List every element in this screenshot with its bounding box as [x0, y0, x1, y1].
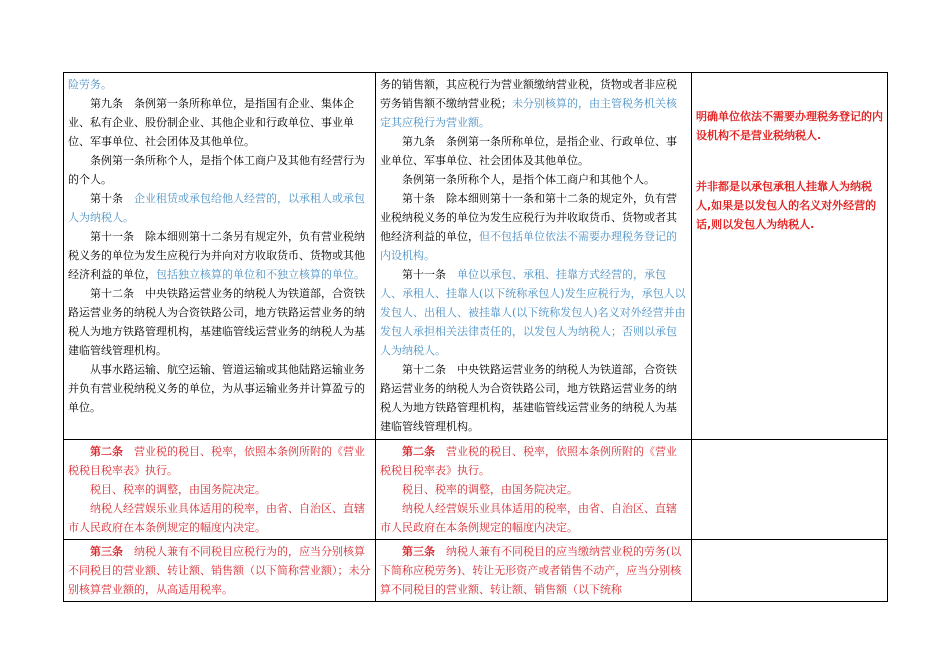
- paragraph-text: 单位以承包、承租、挂靠方式经营的，承包人、承租人、挂靠人(以下统称承包人)发生应税行为，承包人以发包人、出租人、被挂靠人(以下统称发包人)名义对外经营并由发包人承担相关法律责任的，以发包人为纳税人；否则以承包人为纳税人。: [380, 268, 686, 357]
- paragraph-text: 第十条: [90, 192, 134, 205]
- paragraph-text: 纳税人兼有不同税目应税行为的，应当分别核算不同税目的营业额、转让额、销售额（以下简称营业额）；未分别核算营业额的，从高适用税率。: [68, 545, 371, 596]
- paragraph-text: 第十条 除本细则第十一条和第十二条的规定外，负有营业税纳税义务的单位为发生应税行为并收取货币、货物或者其他经济利益的单位，: [380, 192, 677, 243]
- paragraph-text: 税目、税率的调整，由国务院决定。: [90, 483, 266, 496]
- article-paragraph: [68, 189, 371, 227]
- article-paragraph: [68, 442, 371, 480]
- paragraph-text: 从事水路运输、航空运输、管道运输或其他陆路运输业务并负有营业税纳税义务的单位，为从事运输业务并计算盈亏的单位。: [68, 363, 365, 414]
- paragraph-text: 未分别核算的，由主管税务机关核定其应税行为营业额。: [380, 97, 677, 129]
- article-paragraph: [380, 442, 687, 480]
- new-regulation-cell: [376, 73, 692, 440]
- paragraph-text: 税目、税率的调整，由国务院决定。: [402, 483, 578, 496]
- paragraph-text: 第二条: [90, 445, 123, 458]
- article-paragraph: [68, 284, 371, 360]
- comparison-table: [63, 72, 888, 602]
- notes-cell: [692, 73, 888, 440]
- paragraph-text: 第三条: [90, 545, 123, 558]
- note-text: 并非都是以承包承租人挂靠人为纳税人,如果是以发包人的名义对外经营的话,则以发包人为纳税人.: [696, 180, 877, 231]
- article-paragraph: [380, 170, 687, 189]
- article-paragraph: [380, 132, 687, 170]
- article-paragraph: [380, 542, 687, 599]
- paragraph-text: 第十二条 中央铁路运营业务的纳税人为铁道部，合资铁路运营业务的纳税人为合资铁路公司，地方铁路运营业务的纳税人为地方铁路管理机构，基建临管线运营业务的纳税人为基建临管线管理机构。: [380, 363, 677, 433]
- paragraph-text: 纳税人经营娱乐业具体适用的税率，由省、自治区、直辖市人民政府在本条例规定的幅度内决定。: [68, 502, 365, 534]
- table-row: [64, 540, 888, 602]
- article-paragraph: [68, 75, 371, 94]
- old-regulation-cell: [64, 540, 376, 602]
- note-text: 明确单位依法不需要办理税务登记的内设机构不是营业税纳税人.: [696, 110, 883, 142]
- paragraph-text: 纳税人经营娱乐业具体适用的税率，由省、自治区、直辖市人民政府在本条例规定的幅度内决定。: [380, 502, 677, 534]
- old-regulation-cell: [64, 440, 376, 540]
- paragraph-text: 第三条: [402, 545, 435, 558]
- article-paragraph: [380, 75, 687, 132]
- paragraph-text: 营业税的税目、税率，依照本条例所附的《营业税税目税率表》执行。: [380, 445, 677, 477]
- article-paragraph: [68, 480, 371, 499]
- paragraph-text: 包括独立核算的单位和不独立核算的单位。: [156, 268, 365, 281]
- article-paragraph: [68, 151, 371, 189]
- paragraph-text: 但不包括单位依法不需要办理税务登记的内设机构。: [380, 230, 677, 262]
- article-paragraph: [68, 499, 371, 537]
- article-paragraph: [380, 480, 687, 499]
- paragraph-text: 第十一条: [402, 268, 457, 281]
- paragraph-text: 第九条 条例第一条所称单位，是指企业、行政单位、事业单位、军事单位、社会团体及其他单位。: [380, 135, 677, 167]
- article-paragraph: [380, 360, 687, 436]
- paragraph-text: 条例第一条所称个人，是指个体工商户及其他有经营行为的个人。: [68, 154, 365, 186]
- paragraph-text: 险劳务。: [68, 78, 112, 91]
- paragraph-text: 第十二条 中央铁路运营业务的纳税人为铁道部，合资铁路运营业务的纳税人为合资铁路公司，地方铁路运营业务的纳税人为地方铁路管理机构，基建临管线运营业务的纳税人为基建临管线管理机构。: [68, 287, 365, 357]
- paragraph-text: 营业税的税目、税率，依照本条例所附的《营业税税目税率表》执行。: [68, 445, 365, 477]
- paragraph-text: 条例第一条所称个人，是指个体工商户和其他个人。: [402, 173, 655, 186]
- old-regulation-cell: [64, 73, 376, 440]
- paragraph-text: 第九条 条例第一条所称单位，是指国有企业、集体企业、私有企业、股份制企业、其他企业和行政单位、事业单位、军事单位、社会团体及其他单位。: [68, 97, 354, 148]
- paragraph-text: 第二条: [402, 445, 435, 458]
- article-paragraph: [68, 94, 371, 151]
- article-paragraph: [68, 542, 371, 599]
- table-row: [64, 73, 888, 440]
- paragraph-text: 企业租赁或承包给他人经营的，以承租人或承包人为纳税人。: [68, 192, 365, 224]
- paragraph-text: 第十一条 除本细则第十二条另有规定外，负有营业税纳税义务的单位为发生应税行为并向对方收取货币、货物或其他经济利益的单位，: [68, 230, 365, 281]
- article-paragraph: [380, 189, 687, 265]
- article-paragraph: [68, 360, 371, 417]
- article-paragraph: [68, 227, 371, 284]
- paragraph-text: 务的销售额，其应税行为营业额缴纳营业税，货物或者非应税劳务销售额不缴纳营业税；: [380, 78, 677, 110]
- notes-cell: [692, 540, 888, 602]
- article-paragraph: [380, 265, 687, 360]
- paragraph-text: 纳税人兼有不同税目的应当缴纳营业税的劳务(以下简称应税劳务)、转让无形资产或者销售不动产，应当分别核算不同税目的营业额、转让额、销售额（以下统称: [380, 545, 682, 596]
- new-regulation-cell: [376, 540, 692, 602]
- notes-cell: [692, 440, 888, 540]
- new-regulation-cell: [376, 440, 692, 540]
- table-row: [64, 440, 888, 540]
- article-paragraph: [380, 499, 687, 537]
